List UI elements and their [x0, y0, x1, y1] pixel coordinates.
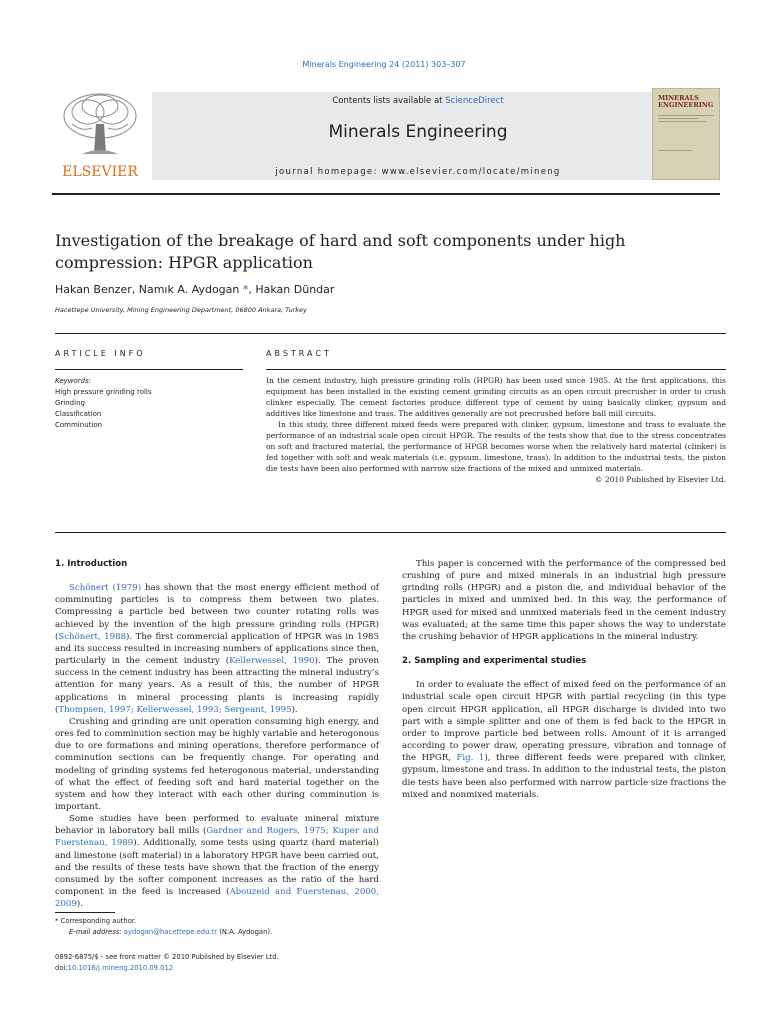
- body-paragraph: [55, 582, 379, 716]
- reference-link[interactable]: Abouzeid and Fuerstenau, 2000, 2009: [55, 887, 379, 910]
- section-heading: 2. Sampling and experimental studies: [402, 656, 587, 667]
- left-column: [55, 558, 379, 910]
- footnote-rule: [55, 912, 115, 913]
- email-label: E-mail address:: [69, 928, 122, 936]
- abstract-heading: ABSTRACT: [266, 349, 332, 358]
- journal-homepage[interactable]: journal homepage: www.elsevier.com/locate/mineng: [275, 167, 561, 177]
- affiliation: Hacettepe University, Mining Engineering Department, 06800 Ankara, Turkey: [55, 306, 307, 314]
- reference-link[interactable]: Schönert, 1988: [58, 631, 127, 642]
- contents-prefix: Contents lists available at: [332, 96, 446, 106]
- body-text: ), three different feeds were prepared with clinker, gypsum, limestone and trass. In addition to the industrial tests, the piston die tests have been also performed with narrow particle size fractions the mixed and nonmixed materials.: [402, 753, 726, 800]
- abstract-body: [266, 375, 726, 485]
- title-block-rule: [55, 333, 726, 334]
- journal-title: Minerals Engineering: [328, 122, 508, 142]
- reference-link[interactable]: Schönert (1979): [69, 583, 142, 594]
- authors-last: , Hakan Dündar: [248, 283, 335, 296]
- body-text: ).: [291, 704, 298, 715]
- email-link[interactable]: aydogan@hacettepe.edu.tr: [123, 928, 218, 936]
- doi-prefix: doi:: [55, 964, 68, 972]
- body-text: ). The first commercial application of HPGR was in 1985 and its success resulted in increasing numbers of applications since then, particularly in the cement industry (: [55, 631, 379, 667]
- keywords-label: Keywords:: [55, 377, 92, 385]
- abstract-paragraph: In the cement industry, high pressure grinding rolls (HPGR) has been used since 1985. At the first applications, this equipment has been installed in the existing cement grinding circuits as an open circuit precrusher in order to crush clinker especially. The cement factories produce different type of cement by using basically clinker, gypsum and additives like limestone and trass. The additives generally are not precrushed before ball mill circuits.: [266, 376, 726, 418]
- contents-line: [152, 96, 684, 106]
- reference-link[interactable]: Gardner and Rogers, 1975; Kuper and Fuerstenau, 1989: [55, 826, 379, 849]
- elsevier-tree-logo: [52, 88, 148, 184]
- journal-citation[interactable]: Minerals Engineering 24 (2011) 303–307: [302, 60, 466, 69]
- corresponding-author-note: [55, 916, 375, 927]
- body-text: Some studies have been performed to evaluate mineral mixture behavior in laboratory ball mills (: [55, 814, 379, 837]
- body-paragraph: This paper is concerned with the performance of the compressed bed crushing of pure and mixed minerals in an industrial high pressure grinding rolls (HPGR) and a piston die, and individual behavior of the particles in mixed and unmixed bed. In this way, the performance of HPGR used for mixed and unmixed materials feed in the cement industry was evaluated; at the same time this paper shows the way to understate the crushing behavior of HPGR applications in the mineral industry.: [402, 559, 726, 642]
- article-info-rule: [55, 369, 243, 370]
- paper-title: Investigation of the breakage of hard and soft components under high compression: HPGR application: [55, 231, 626, 272]
- masthead: [52, 88, 720, 186]
- footnote-corresponding: Corresponding author.: [58, 917, 137, 925]
- sciencedirect-link[interactable]: ScienceDirect: [445, 96, 504, 106]
- reference-link[interactable]: Thompsen, 1997; Kellerwessel, 1993; Sergeant, 1995: [58, 704, 292, 715]
- footnote-marker: *: [55, 917, 59, 925]
- keyword: Comminution: [55, 421, 103, 429]
- abstract-rule: [266, 369, 726, 370]
- cover-title-line-1: MINERALS: [658, 94, 699, 102]
- body-text: has shown that the most energy efficient method of comminuting particles is to compress them between two plates. Compressing a particle bed between two counter rotating rolls was achieved by the invention of the high pressure grinding rolls (HPGR) (: [55, 583, 379, 642]
- keyword: High pressure grinding rolls: [55, 388, 152, 396]
- body-paragraph: [402, 679, 726, 801]
- abstract-copyright: © 2010 Published by Elsevier Ltd.: [595, 475, 726, 484]
- masthead-rule: [52, 193, 720, 195]
- doi-line: [55, 963, 279, 974]
- footnote: [55, 916, 375, 938]
- email-suffix: (N.A. Aydogan).: [217, 928, 273, 936]
- front-matter: 0892-6875/$ - see front matter © 2010 Published by Elsevier Ltd.: [55, 953, 279, 961]
- cover-title-line-2: ENGINEERING: [658, 101, 714, 109]
- email-line: [55, 927, 375, 938]
- body-paragraph: Crushing and grinding are unit operation consuming high energy, and ores fed to comminution section may be highly variable and heterogonous due to ore formations and mining operations, therefore performance of comminution sections can be frequently change. For operating and modeling of grinding systems fed heterogonous material, understanding of what the effect of feeding soft and hard material together on the system and how they interact with each other during comminution is important.: [55, 716, 379, 812]
- elsevier-wordmark: ELSEVIER: [62, 164, 138, 180]
- doi-link[interactable]: 10.1016/j.mineng.2010.09.012: [67, 964, 174, 972]
- article-info-heading: ARTICLE INFO: [55, 349, 146, 358]
- body-text: ).: [76, 899, 83, 910]
- journal-banner: [152, 92, 684, 180]
- body-text: ). The proven success in the cement industry has been attracting the mineral industry’s attention for many years. As a result of this, the number of HPGR applications in mineral processing plants is increasing rapidly (: [55, 656, 379, 715]
- journal-cover-thumbnail: [652, 88, 720, 180]
- abstract-bottom-rule: [55, 532, 726, 533]
- reference-link[interactable]: Kellerwessel, 1990: [229, 656, 315, 667]
- keyword: Grinding: [55, 399, 85, 407]
- abstract-paragraph: In this study, three different mixed feeds were prepared with clinker, gypsum, limestone and trass to evaluate the performance of an industrial scale open circuit HPGR. The results of the tests show that due to the stress concentrates on soft and fractured material, the performance of HPGR becomes worse when the relatively hard material (clinker) is fed together with soft and weak materials (i.e. gypsum, limestone, trass). In addition to the industrial tests, the piston die tests have been also performed with narrow size fractions of the mixed and unmixed materials.: [266, 420, 726, 473]
- bottom-meta: [55, 952, 279, 974]
- body-text: In order to evaluate the effect of mixed feed on the performance of an industrial scale open circuit HPGR with partial recycling (in this type open circuit HPGR application, all HPGR discharge is divided into two part with a simple splitter and one of them is fed back to the HPGR in order to improve particle bed between rolls. Amount of it is arranged according to power draw, operating pressure, vibration and tonnage of the HPGR,: [402, 680, 726, 764]
- authors: [55, 283, 334, 296]
- reference-link[interactable]: Fig. 1: [456, 753, 485, 764]
- authors-first: Hakan Benzer, Namık A. Aydogan: [55, 283, 240, 296]
- right-column: [402, 558, 726, 801]
- keyword: Classification: [55, 410, 102, 418]
- body-text: ). Additionally, some tests using quartz (hard material) and limestone (soft material) in a laboratory HPGR have been carried out, and the results of these tests have shown that the fraction of the energy consumed by the softer component increases as the ratio of the hard component in the feed is increased (: [55, 838, 380, 898]
- section-heading: 1. Introduction: [55, 559, 128, 569]
- body-paragraph: [55, 813, 379, 910]
- corresponding-author-mark[interactable]: *: [239, 283, 249, 296]
- keywords-block: [55, 376, 245, 431]
